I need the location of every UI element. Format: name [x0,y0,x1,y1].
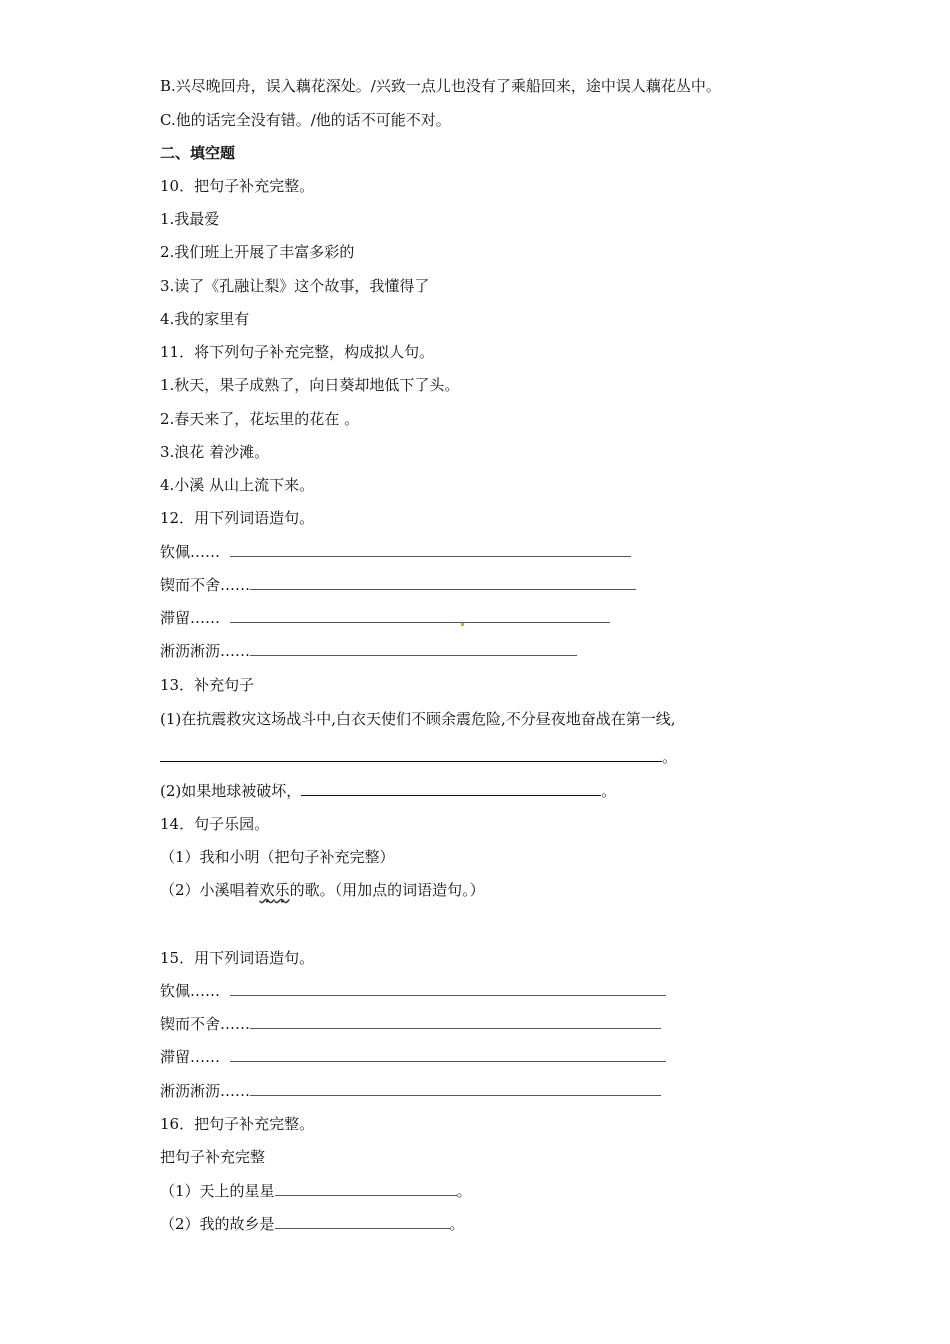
dotted-char: 乐 [274,881,290,899]
q13-item-2-label: (2)如果地球被破坏， [160,782,302,800]
question-13: 13．补充句子 [160,676,255,694]
answer-blank[interactable] [230,981,666,996]
q14-item-1: （1）我和小明（把句子补充完整） [160,848,395,866]
period: 。 [456,1182,472,1200]
dotted-char: 欢 [259,881,275,899]
q10-item-2: 2.我们班上开展了丰富多彩的 [160,243,355,261]
question-15: 15．用下列词语造句。 [160,949,315,967]
question-12: 12．用下列词语造句。 [160,509,315,527]
q13-item-2 [160,781,616,801]
answer-blank[interactable] [230,542,631,557]
q12-word-1-label: 钦佩…… [160,543,221,561]
question-16: 16．把句子补充完整。 [160,1115,315,1133]
q14-item-2-pre: （2）小溪唱着 [160,881,260,899]
dotted-word [260,881,290,899]
q15-word-3-label: 滞留…… [160,1048,221,1066]
answer-blank[interactable] [230,608,610,623]
q12-word-1 [160,542,631,562]
q11-item-2: 2.春天来了，花坛里的花在 。 [160,410,360,428]
q10-item-3: 3.读了《孔融让梨》这个故事，我懂得了 [160,277,430,295]
q12-word-3-label: 滞留…… [160,609,221,627]
q15-word-3 [160,1047,666,1067]
q15-word-2 [160,1014,661,1034]
q15-word-4-label: 淅沥淅沥…… [160,1082,251,1100]
q10-item-1: 1.我最爱 [160,210,220,228]
q12-word-2-label: 锲而不舍…… [160,576,251,594]
answer-blank[interactable] [275,1214,450,1229]
question-11: 11．将下列句子补充完整，构成拟人句。 [160,343,435,361]
answer-blank[interactable] [230,1047,666,1062]
answer-blank[interactable] [250,1014,661,1029]
q12-word-2 [160,575,636,595]
answer-blank[interactable] [275,1181,457,1196]
option-b: B.兴尽晚回舟，误入藕花深处。/兴致一点儿也没有了乘船回来，途中误人藕花丛中。 [160,77,721,95]
period: 。 [601,782,617,800]
answer-blank[interactable] [250,575,636,590]
q15-word-1-label: 钦佩…… [160,982,221,1000]
q10-item-4: 4.我的家里有 [160,310,250,328]
answer-blank[interactable] [250,1081,661,1096]
period: 。 [662,748,678,766]
q13-item-1-answer [160,747,677,767]
option-c: C.他的话完全没有错。/他的话不可能不对。 [160,111,451,129]
q12-word-4-label: 淅沥淅沥…… [160,642,251,660]
q11-item-3: 3.浪花 着沙滩。 [160,443,270,461]
q16-item-1-label: （1）天上的星星 [160,1182,275,1200]
stray-mark [461,623,464,626]
q15-word-4 [160,1081,661,1101]
answer-blank[interactable] [160,747,662,762]
q16-subtitle: 把句子补充完整 [160,1148,266,1166]
answer-blank[interactable] [301,781,601,796]
section-heading: 二、填空题 [160,144,236,162]
answer-blank[interactable] [250,641,577,656]
q11-item-1: 1.秋天，果子成熟了，向日葵却地低下了头。 [160,376,460,394]
q15-word-2-label: 锲而不舍…… [160,1015,251,1033]
q14-item-2-post: 的歌。（用加点的词语造句。） [289,881,485,899]
question-14: 14．句子乐园。 [160,815,270,833]
q15-word-1 [160,981,666,1001]
q11-item-4: 4.小溪 从山上流下来。 [160,476,315,494]
q12-word-3 [160,608,610,628]
q13-item-1: (1)在抗震救灾这场战斗中,白衣天使们不顾余震危险,不分昼夜地奋战在第一线, [160,710,676,728]
period: 。 [449,1215,465,1233]
q16-item-2 [160,1214,465,1234]
question-10: 10．把句子补充完整。 [160,177,315,195]
q16-item-2-label: （2）我的故乡是 [160,1215,275,1233]
q14-item-2 [160,880,485,900]
q16-item-1 [160,1181,472,1201]
q12-word-4 [160,641,577,661]
